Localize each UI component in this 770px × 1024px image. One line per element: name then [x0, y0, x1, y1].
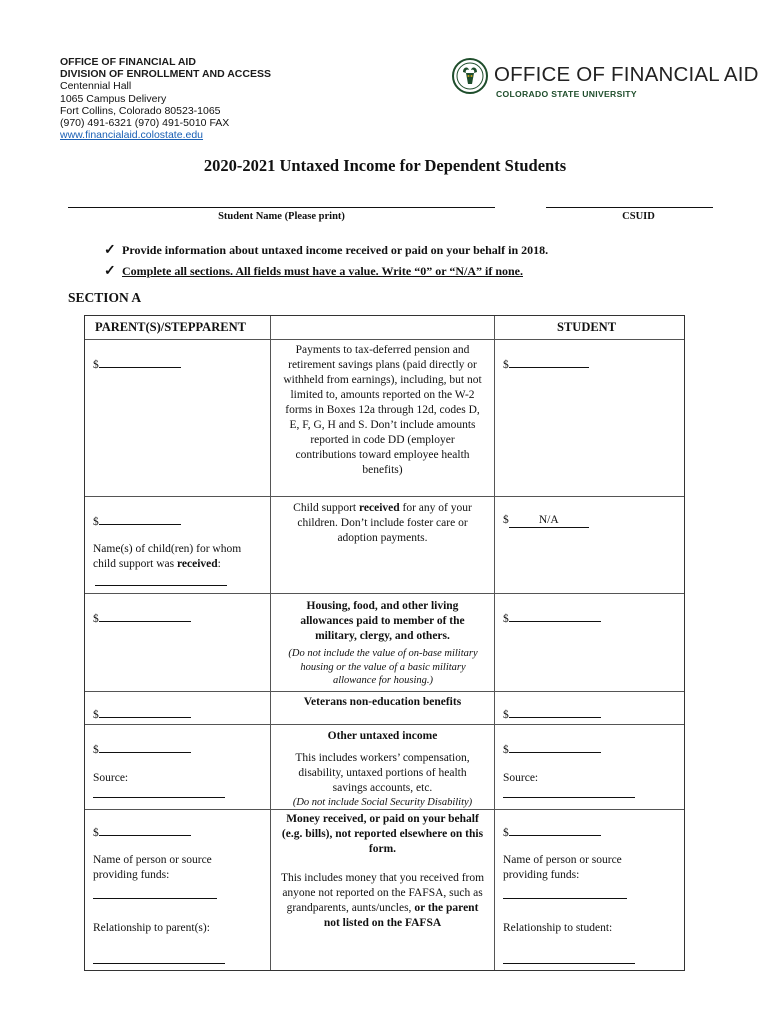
parent-housing-field[interactable]: $ [93, 610, 191, 627]
parent-pension-field[interactable]: $ [93, 356, 181, 373]
other-income-description: This includes workers’ compensation, disability, untaxed portions of health savings accounts, etc. [295, 752, 470, 794]
row-divider [85, 724, 684, 725]
parent-column-header: PARENT(S)/STEPPARENT [95, 320, 246, 334]
housing-note: (Do not include the value of on-base military housing or the value of a basic military allowance for housing.) [288, 648, 478, 686]
pension-description: Payments to tax-deferred pension and retirement savings plans (paid directly or withheld from earnings), including, but not limited to, amounts reported on the W-2 forms in Boxes 12a through 12d, codes D, E, F, G, H and S. Don’t include amounts reported in code DD (employer contributions toward employee health benefits) [283, 344, 482, 476]
money-received-description: This includes money that you received from anyone not reported on the FAFSA, such as grandparents, aunts/uncles, or the parent not listed on the FAFSA [280, 872, 485, 929]
office-phone: (970) 491-6321 (970) 491-5010 FAX [60, 117, 230, 130]
child-support-description: Child support received for any of your children. Don’t include foster care or adoption payments. [293, 502, 472, 544]
student-source-label: Source: [503, 772, 539, 784]
student-source-field[interactable] [503, 786, 635, 803]
housing-description: Housing, food, and other living allowances paid to member of the military, clergy, and others. [300, 600, 465, 642]
instruction-1-text: Provide information about untaxed income received or paid on your behalf in 2018. [122, 243, 549, 257]
money-received-title: Money received, or paid on your behalf (e.g. bills), not reported elsewhere on this form. [281, 813, 484, 855]
parent-source-field[interactable] [93, 786, 225, 803]
checkmark-icon: ✓ [104, 243, 116, 258]
untaxed-income-table [84, 315, 685, 971]
instruction-2-text: Complete all sections. All fields must have a value. Write “0” or “N/A” if none. [122, 264, 523, 278]
other-income-note: (Do not include Social Security Disability) [292, 797, 473, 808]
relationship-parent-field[interactable] [93, 952, 225, 969]
relationship-parent-label: Relationship to parent(s): [93, 922, 210, 934]
row-divider [85, 339, 684, 340]
office-city: Fort Collins, Colorado 80523-1065 [60, 104, 221, 117]
relationship-student-label: Relationship to student: [503, 922, 613, 934]
instruction-2 [104, 263, 523, 280]
logo-title: OFFICE OF FINANCIAL AID [494, 63, 759, 86]
csuid-label: CSUID [622, 211, 655, 222]
student-money-received-field[interactable]: $ [503, 824, 601, 841]
office-name: OFFICE OF FINANCIAL AID [60, 56, 196, 68]
student-name-line[interactable] [68, 207, 495, 208]
row-divider [85, 593, 684, 594]
student-other-income-field[interactable]: $ [503, 741, 601, 758]
csu-financial-aid-logo [452, 58, 759, 106]
column-divider [270, 316, 271, 970]
row-divider [85, 691, 684, 692]
parent-provider-label: Name of person or source providing funds: [93, 854, 212, 881]
student-provider-label: Name of person or source providing funds: [503, 854, 622, 881]
office-address-block [60, 56, 271, 141]
parent-provider-field[interactable] [93, 887, 217, 904]
parent-money-received-field[interactable]: $ [93, 824, 191, 841]
ram-seal-icon [452, 58, 488, 94]
office-building: Centennial Hall [60, 80, 132, 93]
student-child-support-field[interactable]: $ N/A [503, 513, 589, 528]
relationship-student-field[interactable] [503, 952, 635, 969]
parent-veterans-field[interactable]: $ [93, 706, 191, 723]
csuid-line[interactable] [546, 207, 713, 208]
instruction-1 [104, 242, 548, 259]
parent-other-income-field[interactable]: $ [93, 741, 191, 758]
student-column-header: STUDENT [557, 320, 617, 334]
parent-child-support-field[interactable]: $ [93, 513, 181, 530]
student-veterans-field[interactable]: $ [503, 706, 601, 723]
veterans-description: Veterans non-education benefits [303, 696, 462, 708]
column-divider [494, 316, 495, 970]
children-names-label: Name(s) of child(ren) for whom child support was received: [93, 543, 242, 570]
student-housing-field[interactable]: $ [503, 610, 601, 627]
student-provider-field[interactable] [503, 887, 627, 904]
children-names-field[interactable] [95, 574, 227, 591]
office-delivery: 1065 Campus Delivery [60, 92, 167, 105]
logo-university: COLORADO STATE UNIVERSITY [496, 89, 637, 99]
section-a-label: SECTION A [68, 290, 142, 305]
student-name-label: Student Name (Please print) [218, 211, 345, 222]
other-income-title: Other untaxed income [327, 730, 438, 742]
student-pension-field[interactable]: $ [503, 356, 589, 373]
checkmark-icon: ✓ [104, 264, 116, 279]
office-website-link[interactable]: www.financialaid.colostate.edu [60, 129, 204, 142]
parent-source-label: Source: [93, 772, 129, 784]
student-child-support-value: N/A [509, 513, 589, 528]
row-divider [85, 496, 684, 497]
office-division: DIVISION OF ENROLLMENT AND ACCESS [60, 68, 271, 81]
form-title: 2020-2021 Untaxed Income for Dependent Students [203, 156, 567, 175]
